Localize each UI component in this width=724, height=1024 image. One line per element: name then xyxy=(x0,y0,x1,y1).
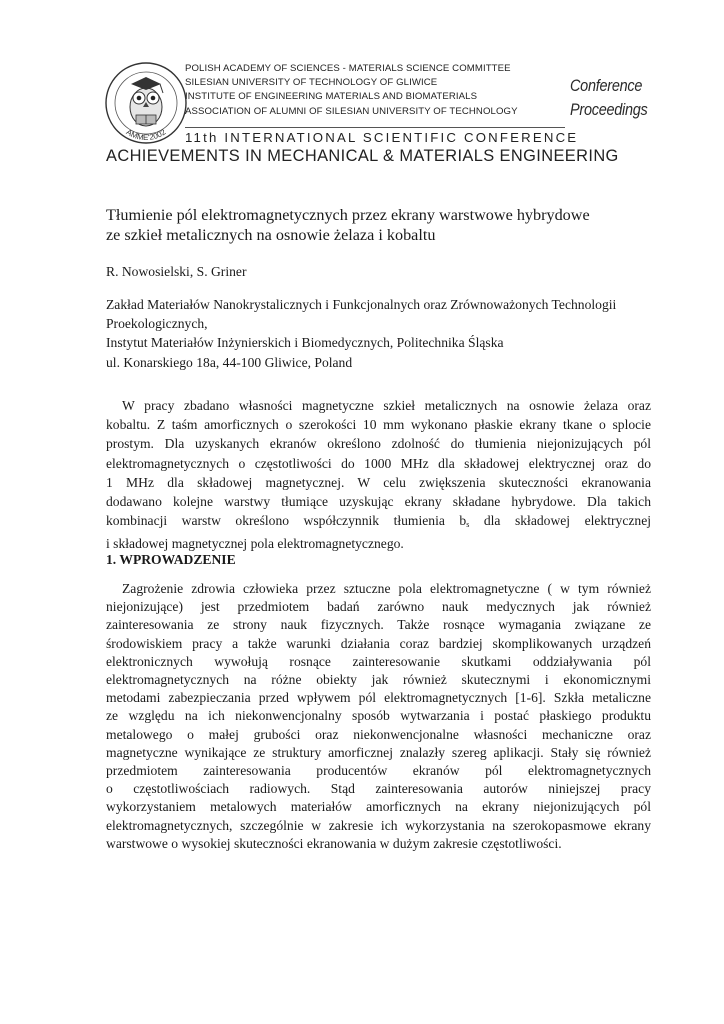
abstract-line: kobaltu. Z taśm amorficznych o szerokości 10 mm wykonano płaskie ekrany tkane o splocie xyxy=(106,417,651,433)
abstract-line: prostym. Dla uzyskanych ekranów określono zdolność do tłumienia niejonizujących pól xyxy=(106,436,651,452)
org-line-2: SILESIAN UNIVERSITY OF TECHNOLOGY OF GLIWICE xyxy=(185,77,438,89)
paper-authors: R. Nowosielski, S. Griner xyxy=(106,264,247,279)
abstract-line: dodawano kolejne warstwy tłumiące uzyskując ekrany składane hybrydowe. Dla takich xyxy=(106,494,651,510)
paper-abstract xyxy=(106,396,651,554)
body-line: środowiskiem pracy a także warunki działania coraz bardziej skomplikowanych urządzeń xyxy=(106,635,651,651)
body-line: wykorzystaniem metalowych materiałów amorficznych na ekrany niejonizujących pól xyxy=(106,799,651,815)
body-line: metodami zabezpieczania przed wpływem pól elektromagnetycznych [1-6]. Szkła metaliczne xyxy=(106,690,651,706)
affiliation-line: Zakład Materiałów Nanokrystalicznych i Funkcjonalnych oraz Zrównoważonych Technologii xyxy=(106,297,617,312)
affiliation-line: ul. Konarskiego 18a, 44-100 Gliwice, Poland xyxy=(106,354,353,370)
abstract-line: i składowej magnetycznej pola elektromagnetycznego. xyxy=(106,536,404,552)
logo-ring-text: AMME'2002 xyxy=(124,127,168,143)
header-divider xyxy=(185,127,565,128)
body-line: warstwowe o wysokiej skuteczności ekranowania w dużym zakresie częstotliwości. xyxy=(106,835,562,851)
paper-title xyxy=(106,206,646,245)
abstract-line: 1 MHz dla składowej magnetycznej. W celu zwiększenia skuteczności ekranowania xyxy=(106,474,651,490)
badge-line-1: Conference xyxy=(570,76,643,95)
affiliation-line: Proekologicznych, xyxy=(106,316,208,332)
abstract-line-7-head: kombinacji warstw określono współczynnik tłumienia b xyxy=(106,513,467,529)
paper-title-line-1: Tłumienie pól elektromagnetycznych przez ekrany warstwowe hybrydowe xyxy=(106,206,590,224)
abstract-line: W pracy zbadano własności magnetyczne szkieł metalicznych na osnowie żelaza oraz xyxy=(122,398,651,413)
organization-list xyxy=(185,62,565,119)
attenuation-subscript: s xyxy=(466,520,470,530)
conference-title: 11th INTERNATIONAL SCIENTIFIC CONFERENCE xyxy=(185,130,579,145)
body-line: o częstotliwościach radiowych. Stąd zainteresowania autorów niniejszej pracy xyxy=(106,781,651,797)
body-line: przedmiotem zainteresowania producentów ekranów pól elektromagnetycznych xyxy=(106,763,651,779)
body-line: metalowego o małej grubości oraz niekonwencjonalne własności mechaniczne oraz xyxy=(106,726,651,742)
org-line-1: POLISH ACADEMY OF SCIENCES - MATERIALS SCIENCE COMMITTEE xyxy=(185,63,511,74)
badge-line-2: Proceedings xyxy=(570,100,648,119)
section-body xyxy=(106,580,651,853)
body-line: elektromagnetycznych, szczególnie w zakresie ich wykorzystania na szerokopasmowe ekrany xyxy=(106,817,651,833)
body-line: elektromagnetycznych na różne obiekty jak również skutecznymi i ekonomicznymi xyxy=(106,672,651,688)
conference-proceedings-badge xyxy=(570,74,655,122)
body-line: elektronicznych wywołują rosnące zainteresowanie skutkami oddziaływania pól xyxy=(106,653,651,669)
affiliation-line: Instytut Materiałów Inżynierskich i Biomedycznych, Politechnika Śląska xyxy=(106,335,504,351)
paper-title-line-2: ze szkieł metalicznych na osnowie żelaza i kobaltu xyxy=(106,225,436,244)
org-line-4: ASSOCIATION OF ALUMNI OF SILESIAN UNIVERSITY OF TECHNOLOGY xyxy=(185,105,518,117)
abstract-line xyxy=(106,511,651,534)
abstract-line: elektromagnetycznych o częstotliwości do 1000 MHz dla składowej elektrycznej oraz do xyxy=(106,455,651,471)
abstract-line-7-tail: dla składowej elektrycznej xyxy=(469,513,651,529)
body-line: magnetyczne wynikające ze struktury amorficznej znalazły szereg aplikacji. Stały się również xyxy=(106,744,651,760)
conference-logo xyxy=(103,60,189,146)
body-line: niejonizujące) jest przedmiotem badań zarówno nauk medycznych jak również xyxy=(106,599,651,615)
body-line: zainteresowania ze strony nauk fizycznych. Także rosnące wymagania związane ze xyxy=(106,617,651,633)
paper-affiliation xyxy=(106,295,666,372)
section-heading: 1. WPROWADZENIE xyxy=(106,552,236,567)
owl-logo-icon xyxy=(103,60,189,146)
org-line-3: INSTITUTE OF ENGINEERING MATERIALS AND BIOMATERIALS xyxy=(185,91,478,103)
conference-subtitle: ACHIEVEMENTS IN MECHANICAL & MATERIALS ENGINEERING xyxy=(106,147,619,165)
body-line: Zagrożenie zdrowia człowieka przez sztuczne pola elektromagnetyczne ( w tym również xyxy=(122,581,651,596)
body-line: ze względu na ich niekonwencjonalny sposób wytwarzania i postać płaskiego produktu xyxy=(106,708,651,724)
